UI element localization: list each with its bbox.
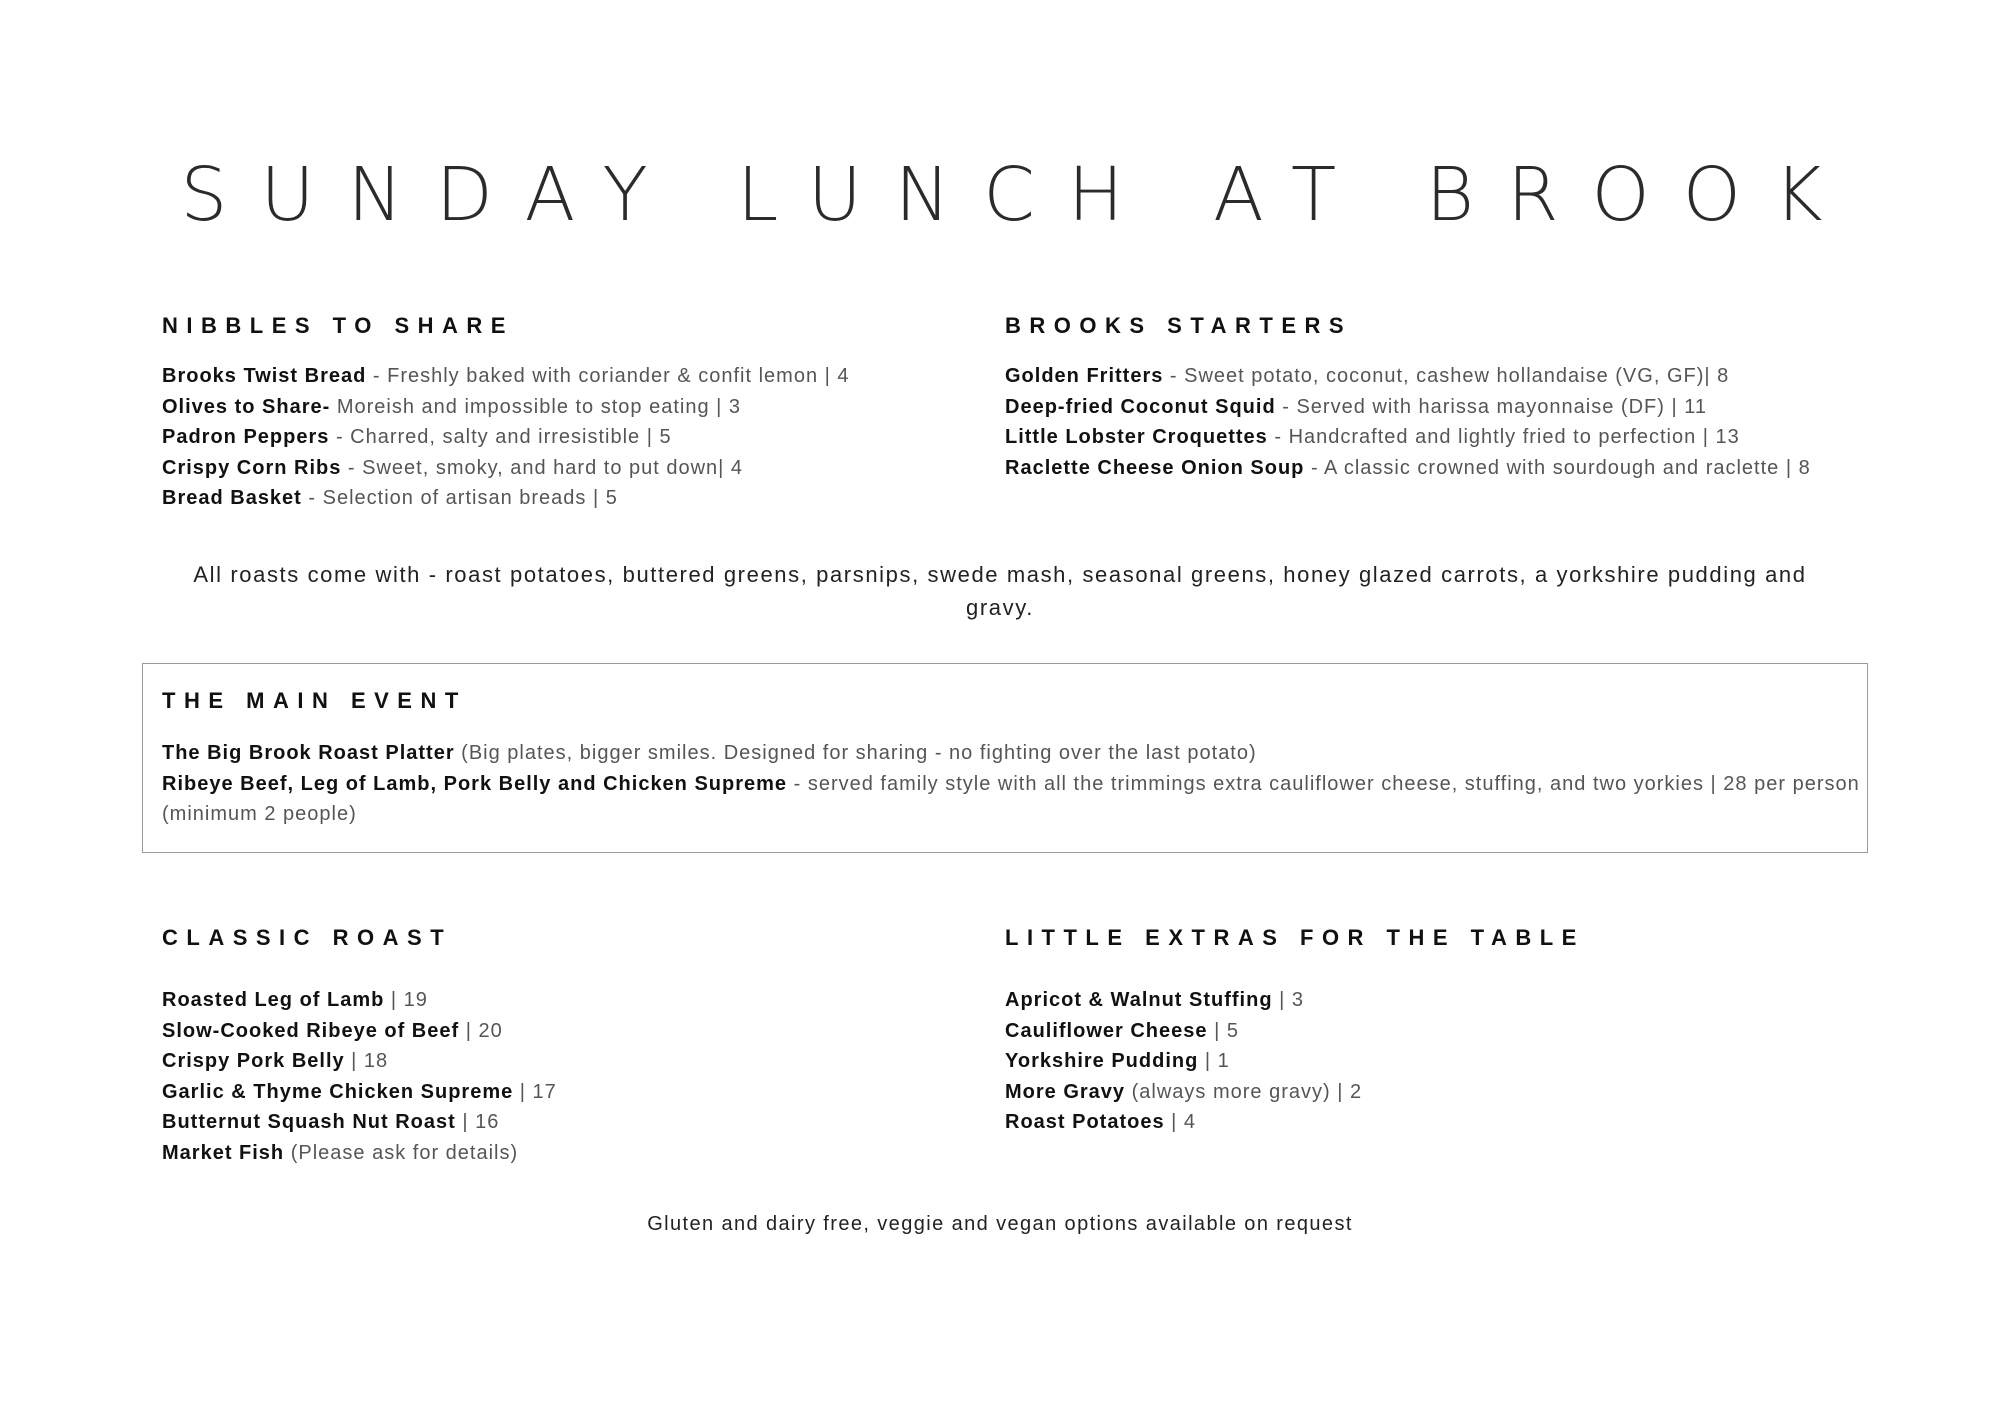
menu-item	[1005, 453, 1811, 484]
section-heading: BROOKS STARTERS	[1005, 313, 1353, 338]
menu-item	[162, 453, 850, 484]
menu-item	[162, 422, 850, 453]
item-description: - Charred, salty and irresistible | 5	[329, 426, 672, 448]
item-name: Cauliflower Cheese	[1005, 1019, 1208, 1042]
menu-item	[162, 985, 557, 1016]
item-description: (always more gravy) | 2	[1125, 1080, 1363, 1103]
item-name: Deep-fried Coconut Squid	[1005, 395, 1276, 418]
menu-list	[162, 738, 1862, 830]
item-name: Olives to Share-	[162, 395, 331, 418]
item-description: - served family style with all the trimmings extra cauliflower cheese, stuffing, and two yorkies | 28 per person (minimum 2 people)	[162, 772, 1860, 825]
item-description: | 5	[1207, 1019, 1239, 1042]
item-name: Butternut Squash Nut Roast	[162, 1111, 456, 1133]
item-name: Little Lobster Croquettes	[1005, 426, 1268, 448]
section-heading: NIBBLES TO SHARE	[162, 313, 514, 338]
menu-item	[162, 392, 850, 423]
item-description: | 18	[344, 1050, 389, 1072]
item-name: Apricot & Walnut Stuffing	[1005, 989, 1273, 1011]
menu-item	[1005, 1107, 1585, 1138]
menu-item	[1005, 985, 1585, 1016]
section-heading: THE MAIN EVENT	[162, 688, 467, 713]
menu-item	[162, 1016, 557, 1047]
menu-item	[1005, 392, 1811, 423]
menu-item	[1005, 361, 1811, 392]
menu-item	[1005, 1077, 1585, 1108]
extras-section	[1005, 925, 1585, 1138]
item-description: (Big plates, bigger smiles. Designed for sharing - no fighting over the last potato)	[454, 742, 1257, 764]
menu-item	[1005, 1016, 1585, 1047]
item-description: - Selection of artisan breads | 5	[301, 487, 618, 509]
section-heading: LITTLE EXTRAS FOR THE TABLE	[1005, 925, 1585, 950]
menu-item	[162, 1077, 557, 1108]
menu-item	[162, 1107, 557, 1138]
menu-title: SUNDAY LUNCH AT BROOK	[180, 152, 1856, 238]
menu-item	[162, 1138, 557, 1169]
item-description: | 17	[513, 1080, 557, 1103]
menu-list	[1005, 361, 1811, 483]
item-description: (Please ask for details)	[284, 1141, 519, 1164]
item-name: Padron Peppers	[162, 426, 330, 448]
menu-item	[162, 769, 1862, 830]
classic-roast-section	[162, 925, 557, 1168]
item-description: - Served with harissa mayonnaise (DF) | 11	[1275, 395, 1707, 418]
item-name: Yorkshire Pudding	[1005, 1050, 1199, 1072]
item-name: Slow-Cooked Ribeye of Beef	[162, 1019, 460, 1042]
item-description: | 3	[1272, 989, 1304, 1011]
item-description: - Sweet potato, coconut, cashew hollandaise (VG, GF)| 8	[1163, 365, 1730, 387]
menu-item	[162, 361, 850, 392]
item-name: More Gravy	[1005, 1080, 1126, 1103]
item-name: Market Fish	[162, 1141, 285, 1164]
item-name: Raclette Cheese Onion Soup	[1005, 456, 1305, 479]
item-name: Crispy Pork Belly	[162, 1050, 345, 1072]
item-name: Ribeye Beef, Leg of Lamb, Pork Belly and Chicken Supreme	[162, 772, 788, 795]
menu-list	[1005, 985, 1585, 1138]
item-description: | 4	[1164, 1111, 1197, 1133]
menu-item	[1005, 1046, 1585, 1077]
item-description: - A classic crowned with sourdough and raclette | 8	[1304, 456, 1811, 479]
menu-item	[162, 738, 1862, 769]
item-description: | 20	[459, 1019, 503, 1042]
menu-list	[162, 985, 557, 1168]
nibbles-section	[162, 313, 850, 514]
main-event-section	[162, 688, 1862, 830]
menu-list	[162, 361, 850, 514]
item-name: The Big Brook Roast Platter	[162, 742, 455, 764]
dietary-options-note: Gluten and dairy free, veggie and vegan options available on request	[647, 1213, 1353, 1235]
menu-item	[162, 1046, 557, 1077]
item-description: - Handcrafted and lightly fried to perfection | 13	[1267, 426, 1740, 448]
starters-section	[1005, 313, 1811, 483]
item-name: Crispy Corn Ribs	[162, 456, 342, 479]
item-description: - Sweet, smoky, and hard to put down| 4	[341, 456, 744, 479]
item-description: Moreish and impossible to stop eating | 3	[330, 395, 742, 418]
item-name: Golden Fritters	[1005, 365, 1164, 387]
item-name: Bread Basket	[162, 487, 302, 509]
section-heading: CLASSIC ROAST	[162, 925, 453, 950]
item-description: - Freshly baked with coriander & confit lemon | 4	[366, 365, 850, 387]
item-description: | 1	[1198, 1050, 1230, 1072]
item-description: | 16	[455, 1111, 500, 1133]
menu-item	[1005, 422, 1811, 453]
item-name: Brooks Twist Bread	[162, 365, 367, 387]
item-name: Roasted Leg of Lamb	[162, 989, 385, 1011]
item-name: Roast Potatoes	[1005, 1111, 1165, 1133]
menu-item	[162, 483, 850, 514]
item-description: | 19	[384, 989, 428, 1011]
roast-accompaniments-note: All roasts come with - roast potatoes, buttered greens, parsnips, swede mash, seasonal greens, honey glazed carrots, a yorkshire pudding and gravy.	[193, 562, 1807, 620]
item-name: Garlic & Thyme Chicken Supreme	[162, 1080, 514, 1103]
